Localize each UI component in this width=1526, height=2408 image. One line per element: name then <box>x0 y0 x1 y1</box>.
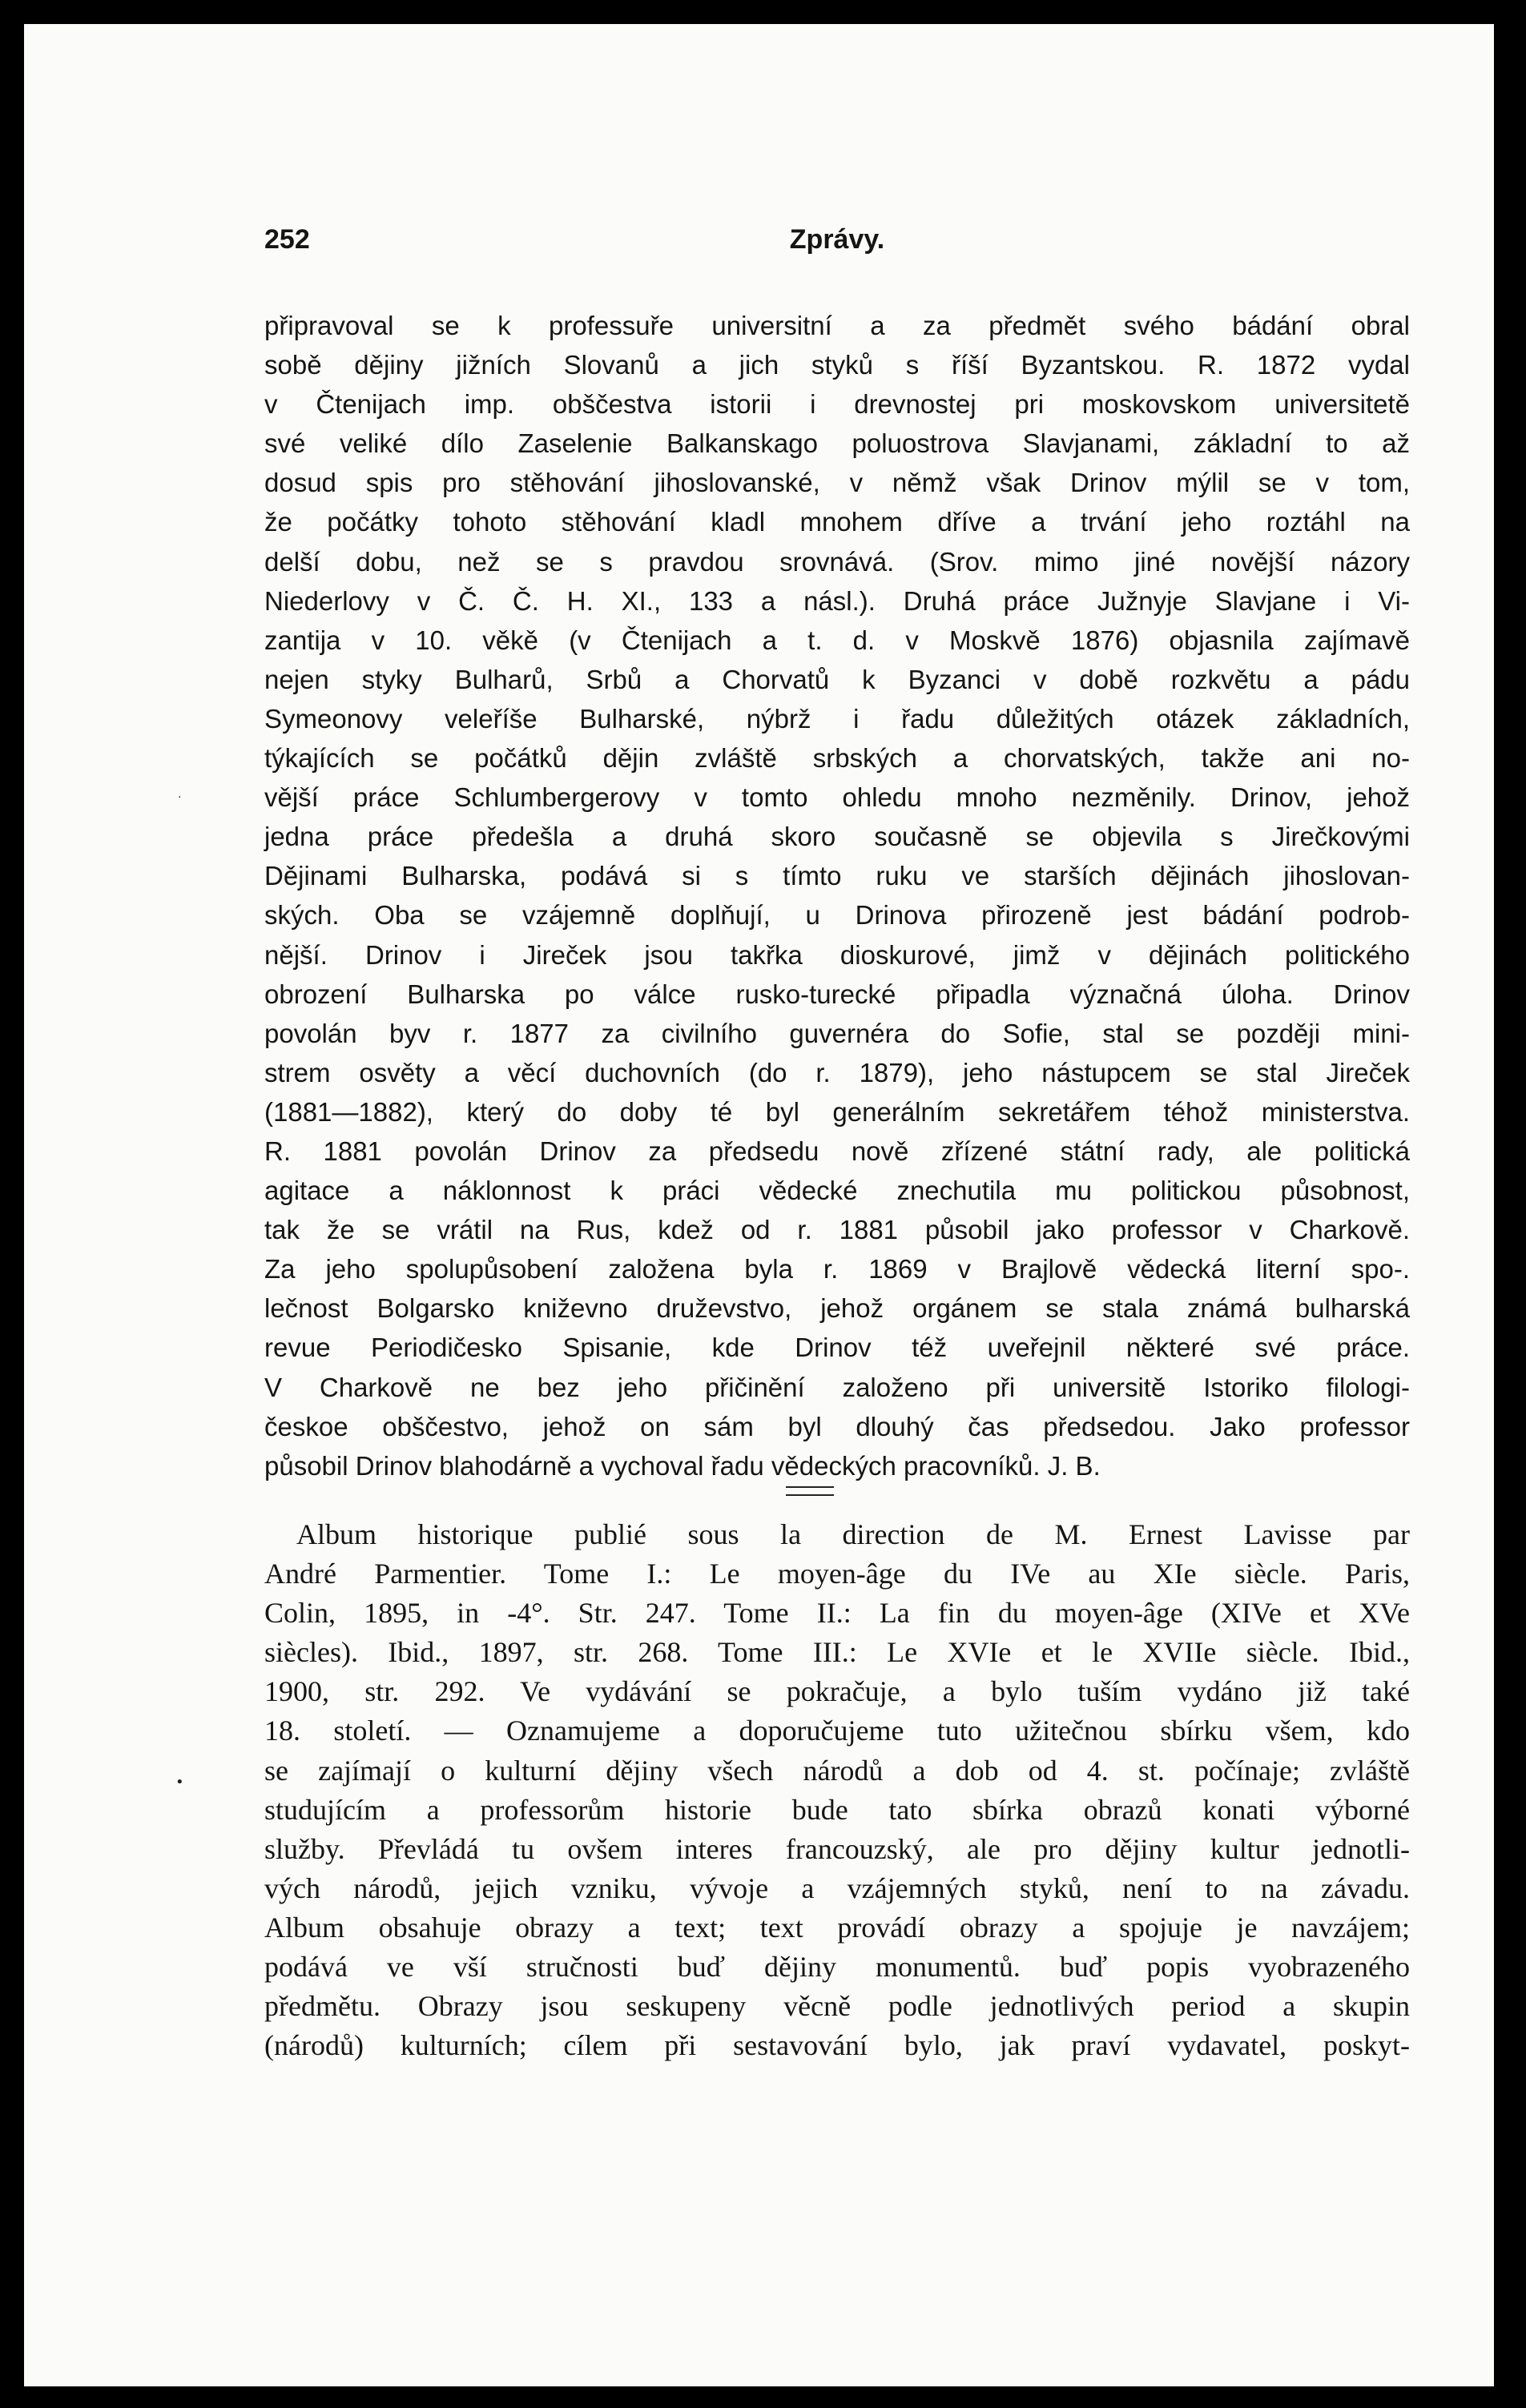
running-title: Zprávy. <box>789 224 885 255</box>
text-line: André Parmentier. Tome I.: Le moyen-âge du IVe au XIe siècle. Paris, <box>264 1558 1410 1590</box>
text-line: Colin, 1895, in -4°. Str. 247. Tome II.: La fin du moyen-âge (XIVe et XVe <box>264 1597 1410 1630</box>
text-line: siècles). Ibid., 1897, str. 268. Tome III.: Le XVIe et le XVIIe siècle. Ibid., <box>264 1636 1410 1669</box>
text-line: 1900, str. 292. Ve vydávání se pokračuje, a bylo tuším vydáno již také <box>264 1675 1410 1708</box>
text-line: své veliké dílo Zaselenie Balkanskago poluostrova Slavjanami, základní to až <box>264 428 1410 459</box>
text-line: 18. století. — Oznamujeme a doporučujeme tuto užitečnou sbírku všem, kdo <box>264 1715 1410 1747</box>
text-line: služby. Převládá tu ovšem interes francouzský, ale pro dějiny kultur jednotli- <box>264 1832 1410 1865</box>
margin-dot: · <box>178 791 182 804</box>
text-line: obrození Bulharska po válce rusko-turecké připadla význačná úloha. Drinov <box>264 979 1410 1009</box>
text-line: R. 1881 povolán Drinov za předsedu nově zřízené státní rady, ale politická <box>264 1136 1410 1166</box>
text-line: Niederlovy v Č. Č. H. XI., 133 a násl.). Druhá práce Južnyje Slavjane i Vi- <box>264 585 1410 616</box>
page-number: 252 <box>264 224 310 255</box>
text-line: Symeonovy veleříše Bulharské, nýbrž i řadu důležitých otázek základních, <box>264 703 1410 734</box>
text-line: týkajících se počátků dějin zvláště srbských a chorvatských, takže ani no- <box>264 743 1410 774</box>
text-line: V Charkově ne bez jeho přičinění založeno při universitě Istoriko filologi- <box>264 1372 1410 1402</box>
text-line: českoe obščestvo, jehož on sám byl dlouhý čas předsedou. Jako professor <box>264 1411 1410 1441</box>
margin-bullet: • <box>175 1774 184 1791</box>
report-paragraph-drinov <box>264 306 1410 1485</box>
text-line: zantija v 10. věkě (v Čtenijach a t. d. v Moskvě 1876) objasnila zajímavě <box>264 625 1410 655</box>
text-line: lečnost Bolgarsko kniževno druževstvo, jehož orgánem se stala známá bulharská <box>264 1293 1410 1324</box>
text-line: že počátky tohoto stěhování kladl mnohem dříve a trvání jeho roztáhl na <box>264 507 1410 537</box>
page-header <box>264 224 1410 264</box>
text-line: (národů) kulturních; cílem při sestavování bylo, jak praví vydavatel, poskyt- <box>264 2029 1410 2062</box>
text-line: povolán byv r. 1877 za civilního guvernéra do Sofie, stal se později mini- <box>264 1018 1410 1048</box>
text-line: revue Periodičesko Spisanie, kde Drinov též uveřejnil některé své práce. <box>264 1333 1410 1363</box>
text-line: připravoval se k professuře universitní a za předmět svého bádání obral <box>264 311 1410 340</box>
text-line: agitace a náklonnost k práci vědecké znechutila mu politickou působnost, <box>264 1176 1410 1206</box>
text-line: nejen styky Bulharů, Srbů a Chorvatů k Byzanci v době rozkvětu a pádu <box>264 664 1410 694</box>
text-line: tak že se vrátil na Rus, kdež od r. 1881 působil jako professor v Charkově. <box>264 1215 1410 1245</box>
text-line: působil Drinov blahodárně a vychoval řadu vědeckých pracovníků. J. B. <box>264 1450 1101 1481</box>
text-line: vých národů, jejich vzniku, vývoje a vzájemných styků, není to na závadu. <box>264 1871 1410 1904</box>
text-line: (1881—1882), který do doby té byl generálním sekretářem téhož ministerstva. <box>264 1096 1410 1127</box>
page <box>24 24 1494 2386</box>
text-line: Album obsahuje obrazy a text; text provádí obrazy a spojuje je navzájem; <box>264 1911 1410 1944</box>
report-paragraph-album-historique <box>264 1515 1410 2065</box>
text-line: ských. Oba se vzájemně doplňují, u Drinova přirozeně jest bádání podrob- <box>264 900 1410 931</box>
text-line: Dějinami Bulharska, podává si s tímto ruku ve starších dějinách jihoslovan- <box>264 861 1410 891</box>
text-line: sobě dějiny jižních Slovanů a jich styků s říší Byzantskou. R. 1872 vydal <box>264 350 1410 380</box>
text-line: jedna práce předešla a druhá skoro současně se objevila s Jirečkovými <box>264 822 1410 852</box>
section-separator <box>786 1486 834 1496</box>
text-line: podává ve vší stručnosti buď dějiny monumentů. buď popis vyobrazeného <box>264 1951 1410 1984</box>
text-line: vější práce Schlumbergerovy v tomto ohledu mnoho nezměnily. Drinov, jehož <box>264 782 1410 813</box>
text-line: v Čtenijach imp. obščestva istorii i drevnostej pri moskovskom universitetě <box>264 389 1410 420</box>
text-line: delší dobu, než se s pravdou srovnává. (Srov. mimo jiné novější názory <box>264 546 1410 577</box>
text-line: strem osvěty a věcí duchovních (do r. 1879), jeho nástupcem se stal Jireček <box>264 1057 1410 1087</box>
text-line: nější. Drinov i Jireček jsou takřka dioskurové, jimž v dějinách politického <box>264 939 1410 970</box>
text-line: dosud spis pro stěhování jihoslovanské, v němž však Drinov mýlil se v tom, <box>264 468 1410 498</box>
text-line: předmětu. Obrazy jsou seskupeny věcně podle jednotlivých period a skupin <box>264 1990 1410 2023</box>
text-line: se zajímají o kulturní dějiny všech národů a dob od 4. st. počínaje; zvláště <box>264 1754 1410 1787</box>
text-line: studujícím a professorům historie bude tato sbírka obrazů konati výborné <box>264 1793 1410 1826</box>
text-line: Za jeho spolupůsobení založena byla r. 1869 v Brajlově vědecká literní spo-. <box>264 1254 1410 1284</box>
text-line: Album historique publié sous la direction de M. Ernest Lavisse par <box>296 1518 1410 1550</box>
